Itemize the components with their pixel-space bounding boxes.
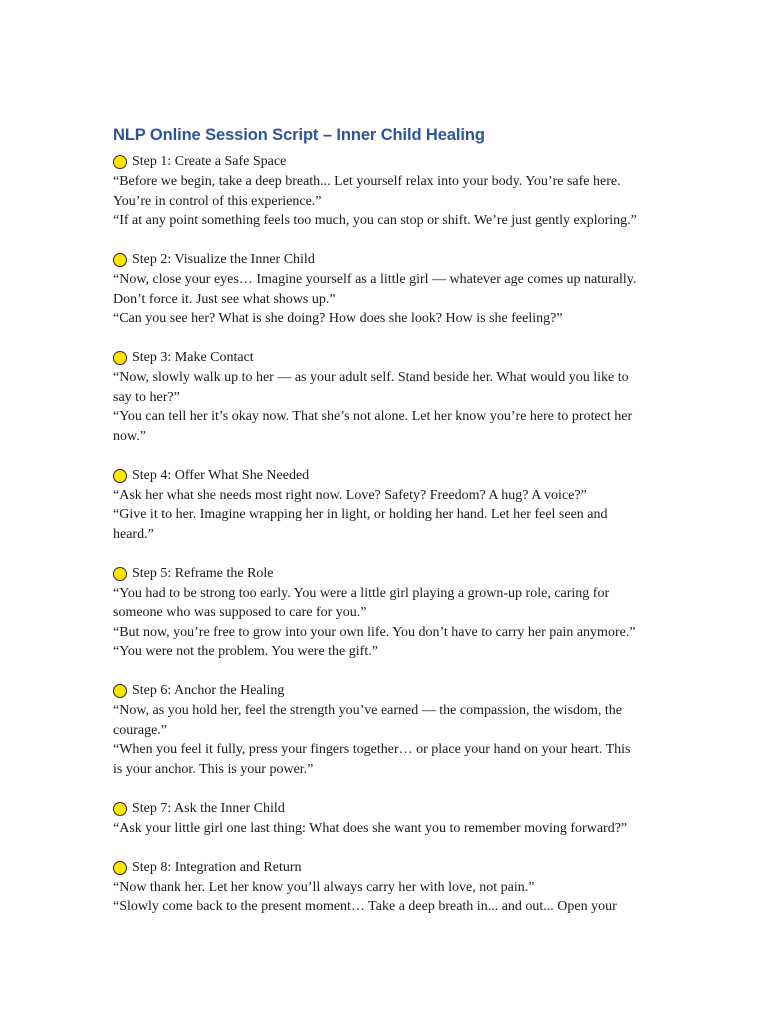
step-block [113,681,673,779]
step-text-line: “You can tell her it’s okay now. That she’s not alone. Let her know you’re here to protect her [113,409,633,424]
step-text-line: “Ask your little girl one last thing: What does she want you to remember moving forward?” [113,820,628,836]
step-heading [113,681,673,701]
yellow-circle-icon [113,802,127,816]
step-text-line: courage.” [113,722,168,738]
step-text-line: “Give it to her. Imagine wrapping her in light, or holding her hand. Let her feel seen and [113,507,608,522]
step-heading [113,799,673,819]
step-text-line: “Slowly come back to the present moment… Take a deep breath in... and out... Open your [113,899,617,914]
step-block [113,564,673,662]
step-block [113,348,673,446]
step-heading [113,466,673,486]
yellow-circle-icon [113,253,127,267]
step-text-line: say to her?” [113,389,180,405]
step-block [113,152,673,231]
step-text-line: “Before we begin, take a deep breath... Let yourself relax into your body. You’re safe here. [113,174,621,189]
step-heading [113,858,673,878]
step-text-line: now.” [113,428,146,444]
step-text-line: “Now, slowly walk up to her — as your adult self. Stand beside her. What would you like to [113,370,629,385]
step-heading-label: Step 7: Ask the Inner Child [132,800,285,816]
step-text-line: “Now thank her. Let her know you’ll always carry her with love, not pain.” [113,879,535,895]
document-page [113,124,673,936]
step-text-line: “You were not the problem. You were the gift.” [113,644,378,659]
step-text-line: is your anchor. This is your power.” [113,761,314,777]
step-block [113,858,673,917]
steps-list [113,152,673,917]
yellow-circle-icon [113,684,127,698]
step-block [113,466,673,545]
step-text-line: “Now, close your eyes… Imagine yourself as a little girl — whatever age comes up naturally. [113,272,637,287]
yellow-circle-icon [113,567,127,581]
yellow-circle-icon [113,861,127,875]
step-text-line: Don’t force it. Just see what shows up.” [113,291,336,307]
step-block [113,250,673,329]
step-text-line: “Ask her what she needs most right now. Love? Safety? Freedom? A hug? A voice?” [113,487,587,503]
step-text-line: “But now, you’re free to grow into your own life. You don’t have to carry her pain anymore.” [113,624,636,640]
step-heading [113,564,673,584]
step-text-line: “Can you see her? What is she doing? How does she look? How is she feeling?” [113,311,563,326]
yellow-circle-icon [113,351,127,365]
step-heading [113,152,673,172]
step-text-line: someone who was supposed to care for you.” [113,605,367,620]
step-text-line: “You had to be strong too early. You were a little girl playing a grown-up role, caring for [113,585,610,601]
document-title: NLP Online Session Script – Inner Child Healing [113,126,485,144]
step-heading-label: Step 8: Integration and Return [132,859,302,875]
step-heading-label: Step 4: Offer What She Needed [132,467,310,483]
step-text-line: “If at any point something feels too much, you can stop or shift. We’re just gently exploring.” [113,213,637,228]
step-block [113,799,673,839]
step-heading-label: Step 3: Make Contact [132,350,254,365]
step-text-line: “Now, as you hold her, feel the strength you’ve earned — the compassion, the wisdom, the [113,703,623,718]
step-heading [113,348,673,368]
step-heading [113,250,673,270]
yellow-circle-icon [113,155,127,169]
step-heading-label: Step 1: Create a Safe Space [132,154,287,169]
step-heading-label: Step 6: Anchor the Healing [132,683,285,698]
step-text-line: “When you feel it fully, press your fingers together… or place your hand on your heart. This [113,742,631,757]
step-heading-label: Step 5: Reframe the Role [132,565,274,581]
step-text-line: You’re in control of this experience.” [113,193,322,209]
step-text-line: heard.” [113,526,154,542]
step-heading-label: Step 2: Visualize the Inner Child [132,252,315,267]
yellow-circle-icon [113,469,127,483]
